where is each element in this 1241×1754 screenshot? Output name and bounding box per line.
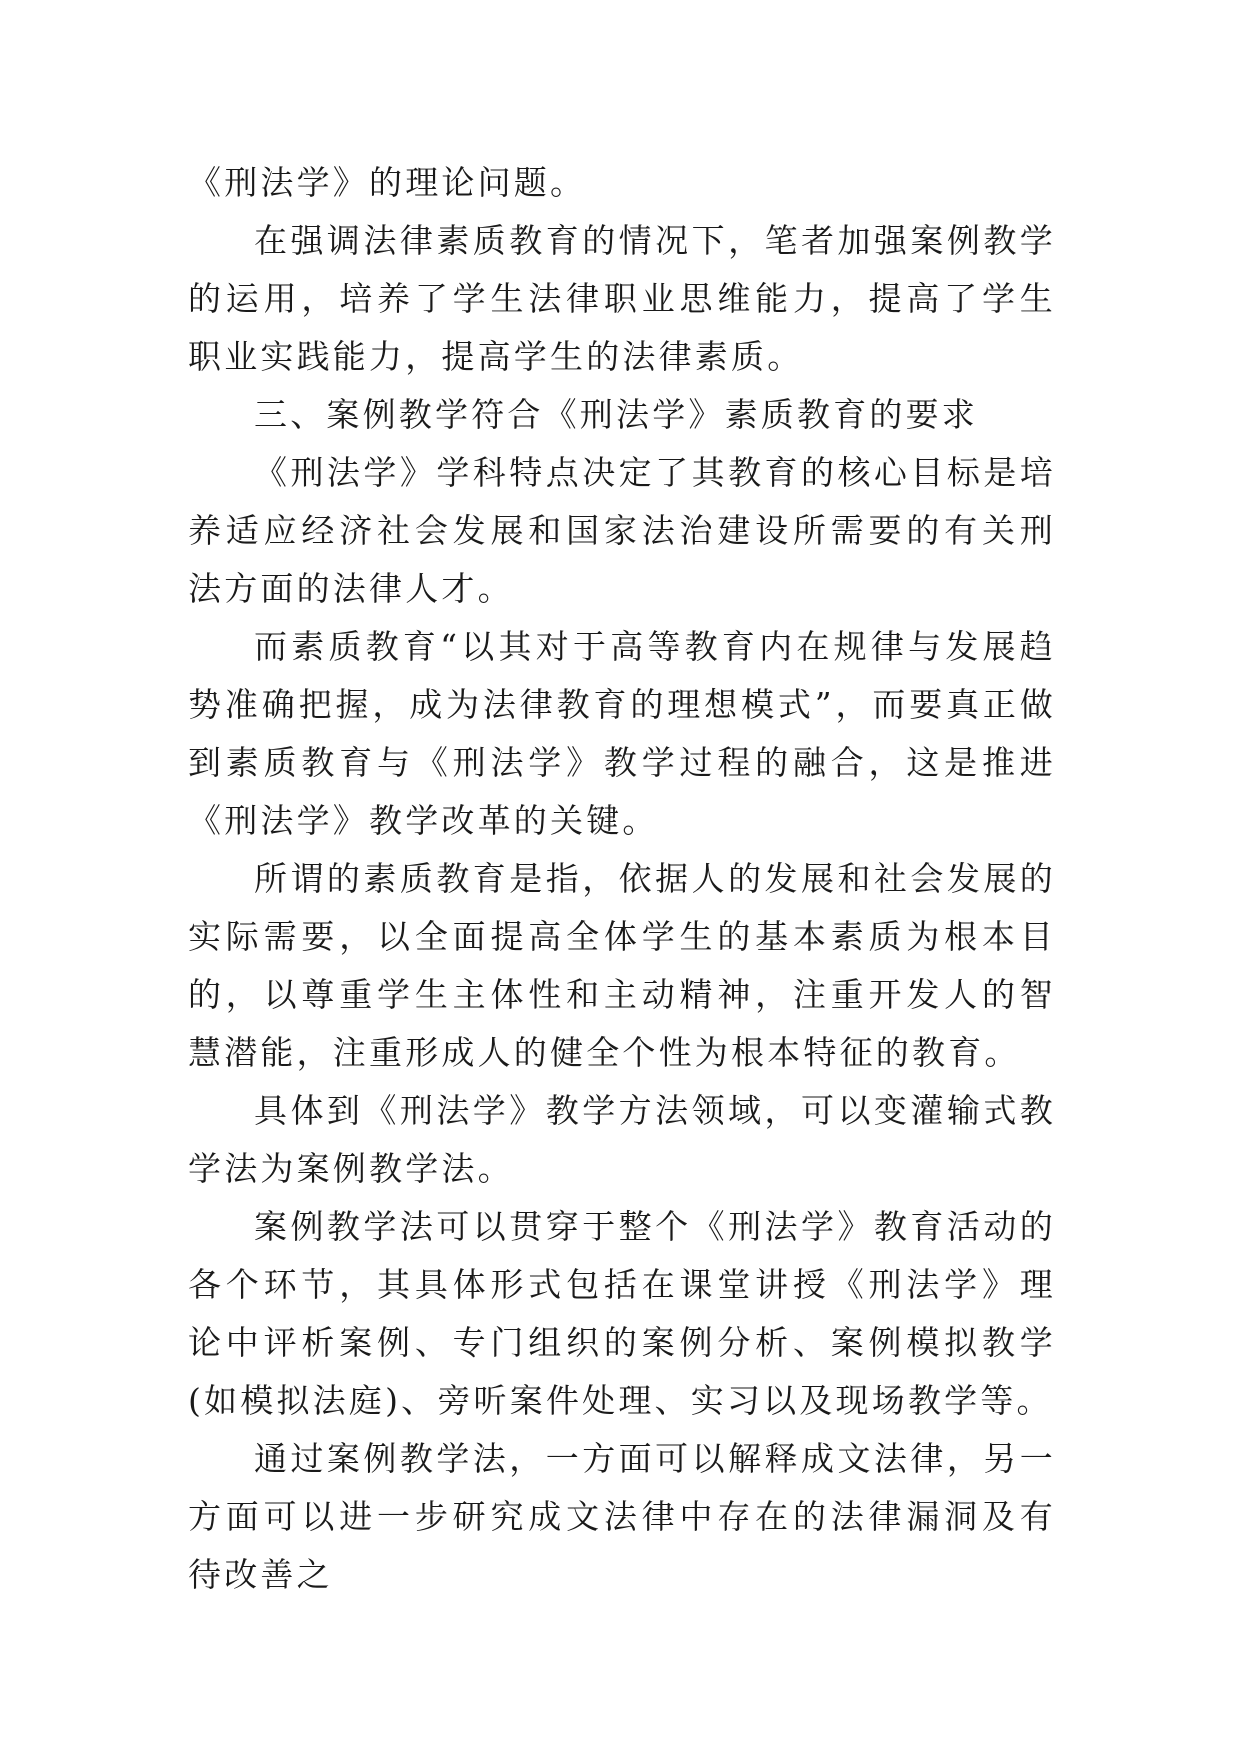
paragraph: 所谓的素质教育是指，依据人的发展和社会发展的实际需要，以全面提高全体学生的基本素质为根本目的，以尊重学生主体性和主动精神，注重开发人的智慧潜能，注重形成人的健全个性为根本特征的教育。: [188, 859, 1056, 1072]
paragraph: 在强调法律素质教育的情况下，笔者加强案例教学的运用，培养了学生法律职业思维能力，提高了学生职业实践能力，提高学生的法律素质。: [188, 221, 1056, 376]
paragraph: 具体到《刑法学》教学方法领域，可以变灌输式教学法为案例教学法。: [188, 1091, 1056, 1188]
paragraph: 通过案例教学法，一方面可以解释成文法律，另一方面可以进一步研究成文法律中存在的法律漏洞及有待改善之: [188, 1439, 1056, 1594]
paragraph: 案例教学法可以贯穿于整个《刑法学》教育活动的各个环节，其具体形式包括在课堂讲授《刑法学》理论中评析案例、专门组织的案例分析、案例模拟教学(如模拟法庭)、旁听案件处理、实习以及现场教学等。: [188, 1207, 1056, 1420]
paragraph: 《刑法学》学科特点决定了其教育的核心目标是培养适应经济社会发展和国家法治建设所需要的有关刑法方面的法律人才。: [188, 453, 1056, 608]
section-heading: 三、案例教学符合《刑法学》素质教育的要求: [254, 395, 978, 434]
document-body: [188, 154, 1056, 1604]
paragraph: 而素质教育“以其对于高等教育内在规律与发展趋势准确把握，成为法律教育的理想模式”，而要真正做到素质教育与《刑法学》教学过程的融合，这是推进《刑法学》教学改革的关键。: [188, 627, 1056, 840]
paragraph-continuation: 《刑法学》的理论问题。: [188, 163, 587, 202]
